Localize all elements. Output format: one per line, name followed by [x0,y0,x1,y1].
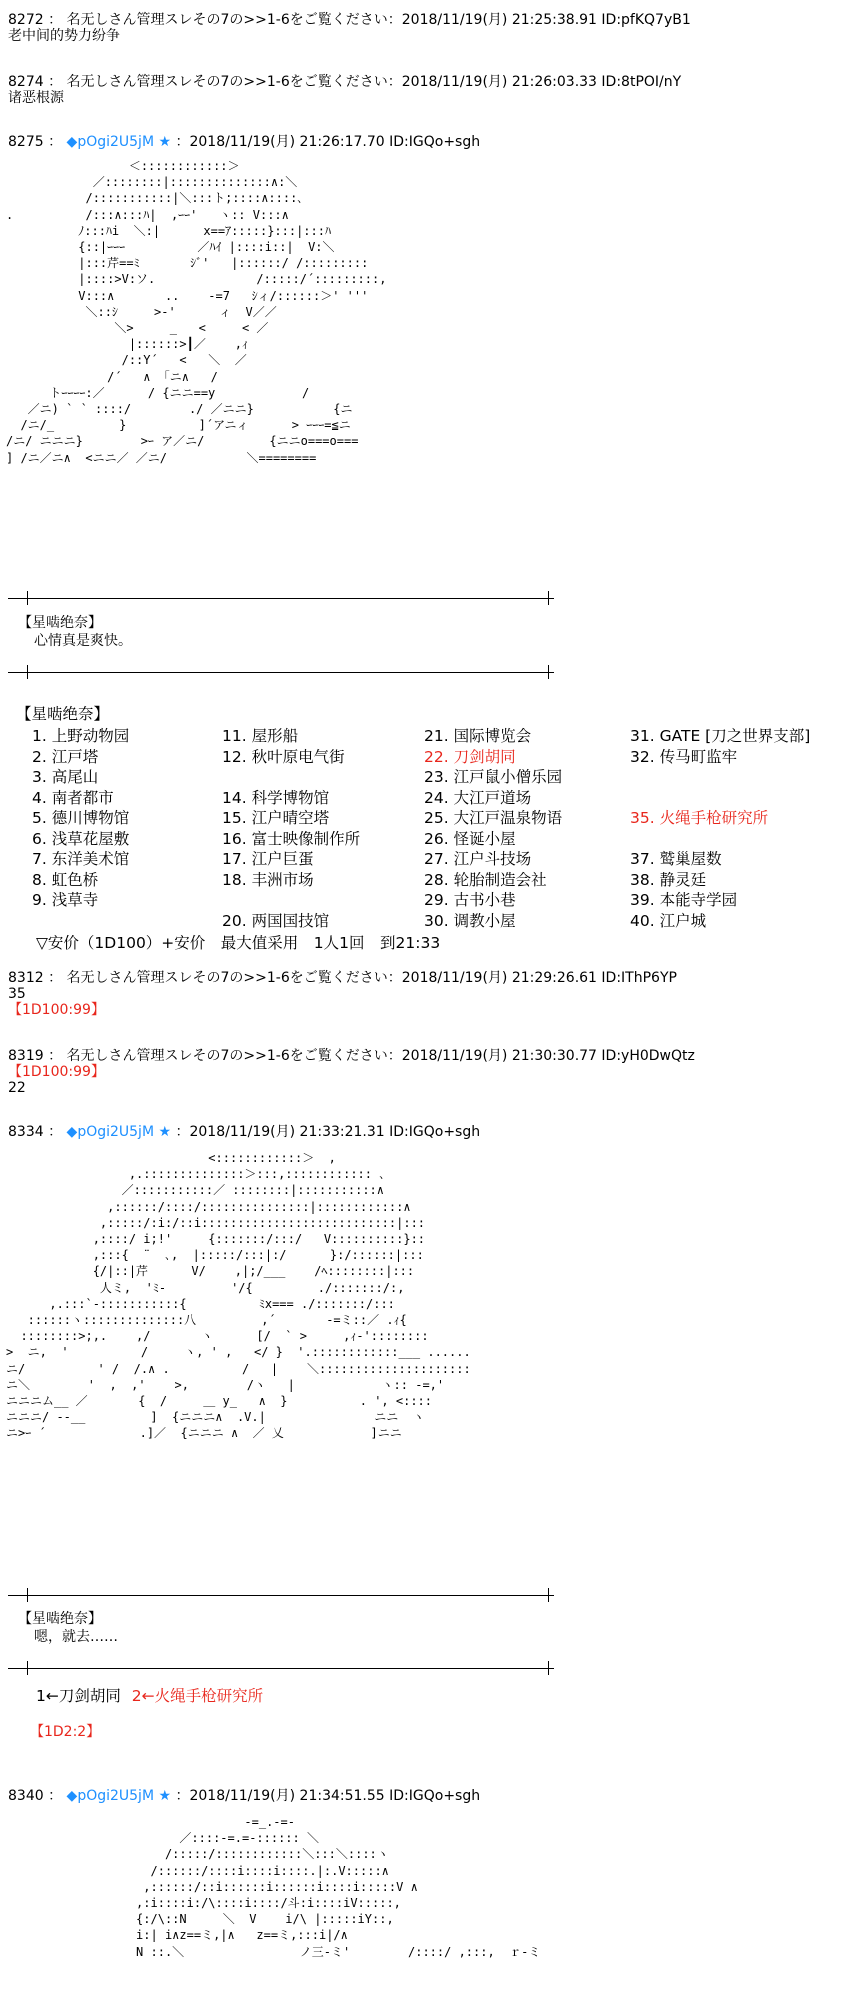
list-item: 20. 两国国技馆 [222,911,330,930]
ascii-art-character: <::::::::::::＞ , ,.::::::::::::::＞:::,:::::::::::: ､ ／:::::::::::／ ::::::::|:::::::::::∧ ,::::::/::::/:::::::::::::::|::::::::::::∧ ,:::::/:i:/::i:::::::::::::::::::::::::::|::: ,::::/ i;!' {:::::::/:::/ V::::::::::}:: ,:::{ ¨ ､, |:::::/:::|:/ }:/::::::|::: {/|::|芹 V/ ,|;/___ /ﾍ::::::::|::: 人ミ, 'ﾐ- '/{ ./:::::::/:, ,.:::`-:::::::::::{ ﾐx=== ./:::::::/::: ::::::ヽ::::::::::::::八 ,´ -=ミ::／ .ｨ{ ::::::::>;,. ,/ ヽ [/ ` > ,ｨ-':::::::: > ニ, ' / ヽ, ' , </ } '.::::::::::::___ ...... ニ/ ' / /.∧ . / | ＼::::::::::::::::::::: ニ＼ ' , ,' >, /ヽ | ヽ:: ‐=,' ニニニム__ ／ { / ＿ y_ ∧ } . ', <:::: ニニニ/ ‐-__ ] {ニニニ∧ .V.| ニニ ヽ ニ>ｰ ´ .]／ {ニニニ ∧ ／ 乂 ]ニニ [6,1151,471,1441]
list-item: 8. 虹色桥 [32,870,99,889]
choice-option-1: 1←刀剑胡同 [36,1687,121,1705]
list-item: 28. 轮胎制造会社 [424,870,547,889]
divider-line [8,672,554,673]
post-header: 8272 ： 名无しさん管理スレその7の>>1-6をご覧ください：2018/11/19(月) 21:25:38.91 ID:pfKQ7yB1 [8,12,691,28]
list-item [222,767,360,788]
list-item: 17. 江户巨蛋 [222,850,314,868]
divider-tick [548,665,549,679]
list-item: 1. 上野动物园 [32,727,130,745]
author-tripcode[interactable]: ◆pOgi2U5jM ★ [66,134,172,150]
dialogue-line: 嗯，就去…… [34,1629,118,1645]
list-item: 25. 大江戸温泉物语 [424,809,563,827]
author-tripcode[interactable]: ◆pOgi2U5jM ★ [66,1788,172,1804]
list-item: 5. 德川博物馆 [32,809,130,827]
ascii-art-character: ‐=_.-=- ／::::-=.=-:::::: ＼ /:::::/::::::::::::＼:::＼::::ヽ /::::::/::::i::::i::::.|:.V:::::∧ ,::::::/::i::::::i::::::i::::i:::::V ∧ ,:i::::i:/\::::i::::/斗:i::::iV:::::, {:/\::N ＼ V i/\ |:::::iY::, i:| i∧z==ミ,|∧ z==ミ,:::i|/∧ N ::.＼ ノ三‐ミ' /::::/ ,:::, ｒ‐ミ [136,1815,541,1959]
dice-result: 【1D100:99】 [8,1064,105,1080]
divider-tick [548,591,549,605]
post-meta: ：2018/11/19(月) 21:26:17.70 ID:IGQo+sgh [175,134,481,150]
author-tripcode[interactable]: ◆pOgi2U5jM ★ [66,1124,172,1140]
list-item: 27. 江户斗技场 [424,850,532,868]
list-item: 21. 国际博览会 [424,727,532,745]
list-item: 16. 富士映像制作所 [222,829,361,848]
post-header [8,1124,480,1140]
post-meta: ：2018/11/19(月) 21:33:21.31 ID:IGQo+sgh [175,1124,481,1140]
list-item-selected: 22. 刀剑胡同 [424,747,516,766]
list-item: 39. 本能寺学园 [630,891,738,909]
location-column-2 [222,726,360,931]
location-column-3 [424,726,562,931]
choice-option-2: 2←火绳手枪研究所 [131,1687,264,1705]
dialogue-line: 心情真是爽快。 [34,633,132,649]
dice-result: 【1D100:99】 [8,1002,105,1018]
list-item: 15. 江户晴空塔 [222,809,330,827]
post-meta: ：2018/11/19(月) 21:34:51.55 ID:IGQo+sgh [175,1788,481,1804]
divider-line [8,1668,554,1669]
post-header: 8319 ： 名无しさん管理スレその7の>>1-6をご覧ください：2018/11/19(月) 21:30:30.77 ID:yH0DwQtz [8,1048,695,1064]
post-header: 8274 ： 名无しさん管理スレその7の>>1-6をご覧ください：2018/11/19(月) 21:26:03.33 ID:8tPOI/nY [8,74,682,90]
list-item: 24. 大江戸道场 [424,788,532,807]
post-body: 诸恶根源 [8,90,64,106]
divider-tick [548,1588,549,1602]
list-item: 38. 静灵廷 [630,870,707,889]
list-item: 29. 古书小巷 [424,891,516,909]
list-item: 14. 科学博物馆 [222,788,330,807]
dice-result: 【1D2:2】 [30,1724,101,1740]
list-item: 11. 屋形船 [222,727,299,745]
post-body: 22 [8,1080,26,1096]
divider-tick [548,1661,549,1675]
list-item: 23. 江戸鼠小僧乐园 [424,768,563,786]
speaker-name: 【星啮绝奈】 [18,615,102,631]
list-item: 32. 传马町监牢 [630,747,738,766]
post-body: 老中间的势力纷争 [8,28,120,44]
divider-tick [27,1588,28,1602]
divider-tick [27,1661,28,1675]
list-item: 2. 江戸塔 [32,747,99,766]
speaker-name: 【星啮绝奈】 [18,1611,102,1627]
list-item [630,829,810,850]
list-item [32,911,129,932]
list-item: 18. 丰洲市场 [222,870,314,889]
list-item: 40. 江户城 [630,911,707,930]
list-item [630,767,810,788]
list-item: 37. 鹫巢屋数 [630,850,722,868]
location-column-4 [630,726,810,931]
poll-instructions: ▽安价（1D100）+安价 最大值采用 1人1回 到21:33 [36,934,441,952]
list-item: 7. 东洋美术馆 [32,850,130,868]
choice-options [36,1688,263,1704]
divider-line [8,598,554,599]
post-header [8,1788,480,1804]
location-column-1 [32,726,129,931]
list-item [630,788,810,809]
list-item: 26. 怪诞小屋 [424,829,516,848]
list-item [222,890,360,911]
list-item: 6. 浅草花屋敷 [32,829,130,848]
list-item: 9. 浅草寺 [32,891,99,909]
list-speaker: 【星啮绝奈】 [16,705,110,723]
post-number: 8275 ： [8,134,63,150]
divider-line [8,1595,554,1596]
divider-tick [27,591,28,605]
divider-tick [27,665,28,679]
list-item: 4. 南者都市 [32,788,114,807]
list-item: 3. 高尾山 [32,768,99,786]
post-header [8,134,480,150]
list-item: 30. 调教小屋 [424,911,516,930]
post-number: 8334 ： [8,1124,63,1140]
post-body: 35 [8,986,26,1002]
list-item: 31. GATE [刀之世界支部] [630,727,811,745]
ascii-art-character: ＜::::::::::::＞ ／::::::::|::::::::::::::∧:＼ /:::::::::::|＼:::ト;::::∧::::､ . /:::∧:::ﾊ| ,ｰｰ' ヽ:: V:::∧ ﾉ:::ﾊi ＼:| x==ｱ:::::}:::|:::ﾊ {::|ｰｰｰ ／ﾊｲ |::::i::| V:＼ |:::芹==ﾐ ｼﾞ' |::::::/ /::::::::: |::::>V:ソ. /:::::/´:::::::::, V:::∧ .. -=7 ｼィ/::::::＞' ''' ＼::ｼ >-' ィ V／／ ＼> _ < < ／ |::::::>┃／ ,ｨ /::Y´ < ＼ ／ /´ ∧ 「ニ∧ / トｰｰｰｰ:／ / {ニニ==y / ／ニ) ` ` ::::/ ./ ／ニニ} {ニ /ニ/_ } ]´アニィ > ｰｰｰ=≦ニ /ニ/ ニニニ} >ｰ ア／ニ/ {ニニo===o=== ] /ニ／ニ∧ <ニニ／ ／ニ/ ＼======== [6,159,387,465]
post-header: 8312 ： 名无しさん管理スレその7の>>1-6をご覧ください：2018/11/19(月) 21:29:26.61 ID:IThP6YP [8,970,677,986]
list-item-selected: 35. 火绳手枪研究所 [630,809,769,827]
post-number: 8340 ： [8,1788,63,1804]
list-item: 12. 秋叶原电气街 [222,747,345,766]
